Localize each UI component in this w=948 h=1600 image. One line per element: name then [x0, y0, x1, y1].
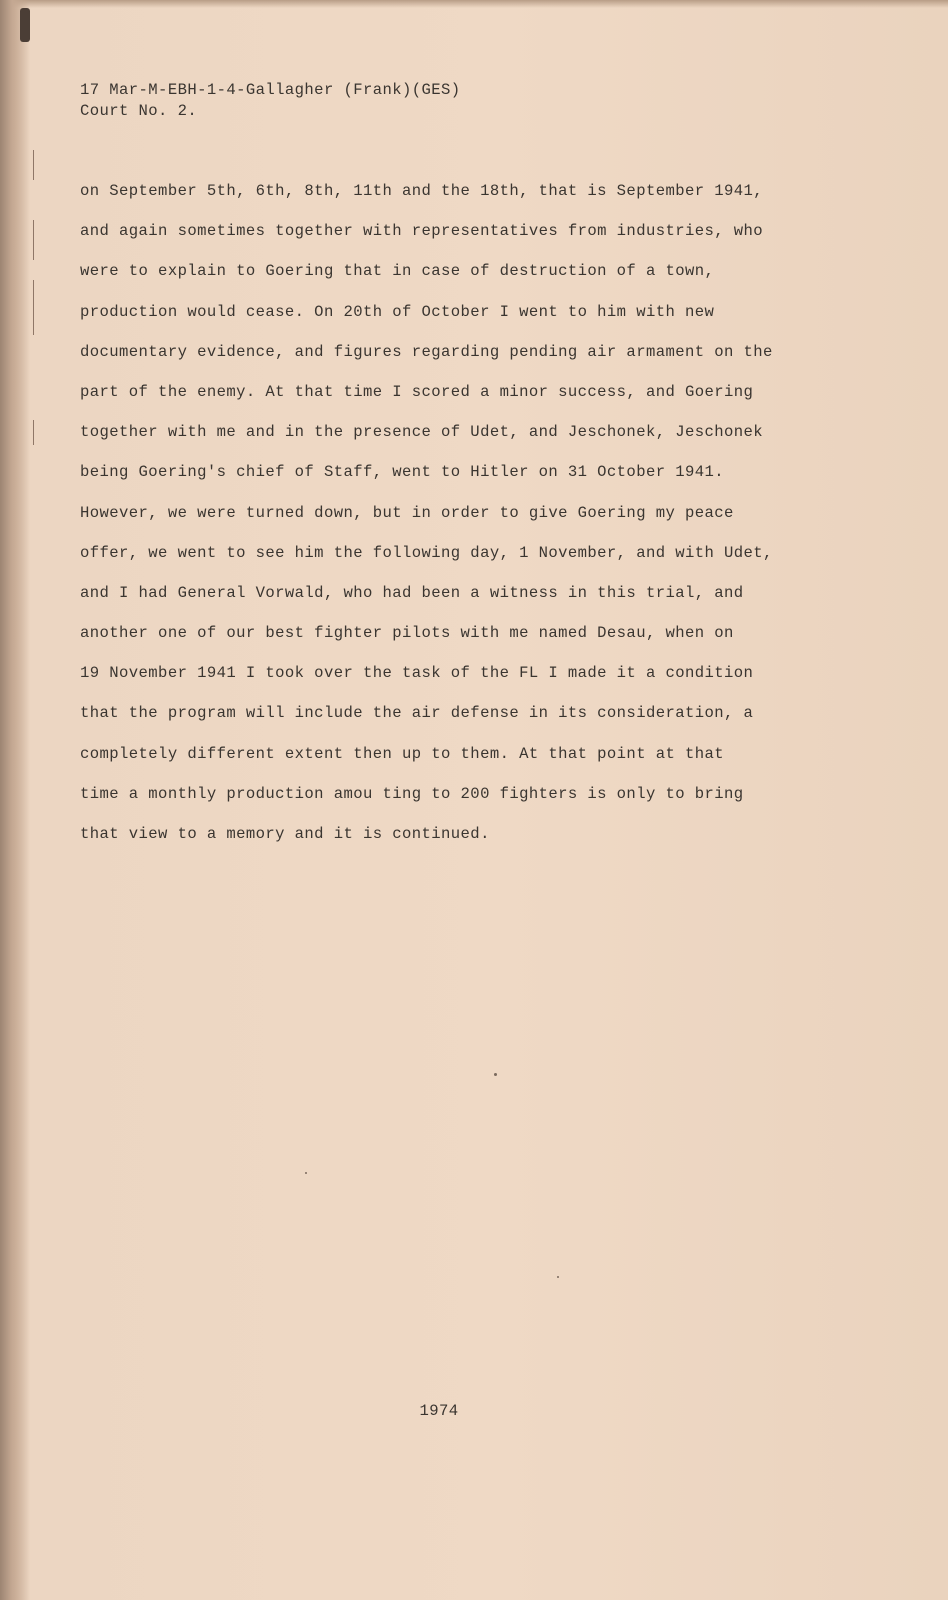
transcript-line: 19 November 1941 I took over the task of the FL I made it a condition	[80, 664, 754, 683]
transcript-line: that view to a memory and it is continued.	[80, 825, 490, 843]
transcript-line: production would cease. On 20th of October I went to him with new	[80, 302, 715, 321]
transcript-line: offer, we went to see him the following day, 1 November, and with Udet,	[80, 543, 773, 562]
perforation-mark	[33, 280, 34, 335]
reference-line: 17 Mar-M-EBH-1-4-Gallagher (Frank)(GES)	[80, 81, 461, 99]
transcript-line: being Goering's chief of Staff, went to Hitler on 31 October 1941.	[80, 463, 725, 482]
transcript-line: another one of our best fighter pilots with me named Desau, when on	[80, 624, 734, 643]
transcript-line: and I had General Vorwald, who had been a witness in this trial, and	[80, 583, 744, 602]
perforation-mark	[33, 150, 34, 180]
transcript-line: However, we were turned down, but in order to give Goering my peace	[80, 503, 734, 522]
transcript-line: and again sometimes together with representatives from industries, who	[80, 222, 764, 241]
transcript-line: were to explain to Goering that in case of destruction of a town,	[80, 262, 715, 281]
perforation-mark	[33, 420, 34, 445]
transcript-line: on September 5th, 6th, 8th, 11th and the 18th, that is September 1941,	[80, 182, 764, 200]
transcript-line: together with me and in the presence of Udet, and Jeschonek, Jeschonek	[80, 423, 764, 442]
page-number: 1974	[419, 1402, 459, 1420]
transcript-line: time a monthly production amou ting to 200 fighters is only to bring	[80, 784, 744, 803]
court-line: Court No. 2.	[80, 102, 198, 120]
paper-speck	[305, 1172, 307, 1174]
perforation-mark	[33, 220, 34, 260]
transcript-line: documentary evidence, and figures regarding pending air armament on the	[80, 342, 773, 361]
binding-mark	[20, 8, 30, 42]
page-left-edge	[0, 0, 30, 1600]
page-top-shadow	[0, 0, 948, 8]
document-header	[80, 80, 461, 122]
paper-speck	[557, 1276, 559, 1278]
transcript-line: part of the enemy. At that time I scored a minor success, and Goering	[80, 382, 754, 401]
transcript-body	[80, 181, 773, 864]
paper-speck	[494, 1073, 497, 1076]
transcript-line: completely different extent then up to them. At that point at that	[80, 744, 725, 763]
transcript-line: that the program will include the air defense in its consideration, a	[80, 704, 754, 723]
